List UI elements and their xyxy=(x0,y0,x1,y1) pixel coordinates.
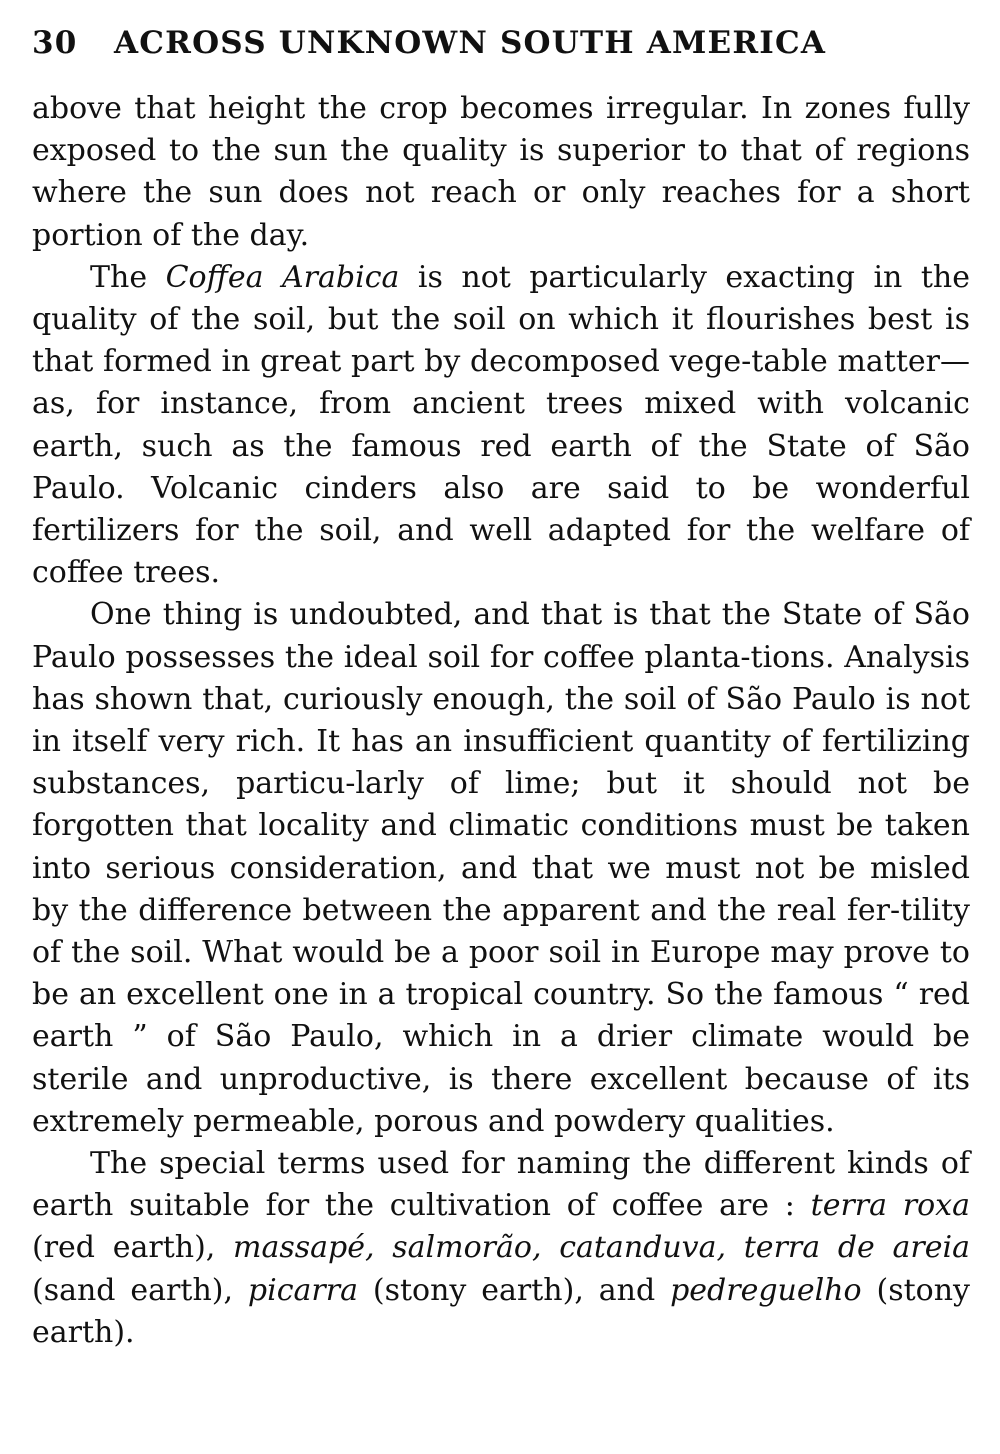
running-title: ACROSS UNKNOWN SOUTH AMERICA xyxy=(114,25,827,61)
paragraph-4 xyxy=(32,1143,970,1354)
text-run: (stony earth), and xyxy=(357,1272,671,1308)
italic-term: Coffea Arabica xyxy=(165,259,400,295)
italic-term: massapé, salmorão, catanduva, terra de areia xyxy=(233,1230,970,1266)
text-run: above that height the crop becomes irregular. In zones fully exposed to the sun the quality is superior to that of regions where the sun does not reach or only reaches for a short portion of the day. xyxy=(32,91,970,253)
book-page xyxy=(32,18,970,1354)
text-run: (sand earth), xyxy=(32,1272,248,1308)
italic-term: pedreguelho xyxy=(670,1272,862,1308)
paragraph-3 xyxy=(32,594,970,1143)
italic-term: terra roxa xyxy=(810,1188,970,1224)
text-run: One thing is undoubted, and that is that the State of São Paulo possesses the ideal soil for coffee planta-tions. Analysis has shown that, curiously enough, the soil of São Paulo is not in itself very rich. It has an insufficient quantity of fertilizing substances, particu-larly of lime; but it should not be forgotten that locality and climatic conditions must be taken into serious consideration, and that we must not be misled by the difference between the apparent and the real fer-tility of the soil. What would be a poor soil in Europe may prove to be an excellent one in a tropical country. So the famous “ red earth ” of São Paulo, which in a drier climate would be sterile and unproductive, is there excellent because of its extremely permeable, porous and powdery qualities. xyxy=(32,597,970,1139)
text-run: is not particularly exacting in the quality of the soil, but the soil on which it flourishes best is that formed in great part by decomposed vege-table matter—as, for instance, from ancient trees mixed with volcanic earth, such as the famous red earth of the State of São Paulo. Volcanic cinders also are said to be wonderful fertilizers for the soil, and well adapted for the welfare of coffee trees. xyxy=(32,259,970,591)
paragraph-1 xyxy=(32,88,970,257)
text-run: The special terms used for naming the different kinds of earth suitable for the cultivation of coffee are : xyxy=(32,1146,970,1224)
running-head xyxy=(32,18,970,88)
text-run: The xyxy=(90,259,166,295)
page-number: 30 xyxy=(32,25,78,61)
text-run: (red earth), xyxy=(32,1230,234,1266)
body-text xyxy=(32,88,970,1354)
text-run: (stony earth). xyxy=(32,1272,970,1350)
paragraph-2 xyxy=(32,257,970,595)
italic-term: picarra xyxy=(247,1272,358,1308)
